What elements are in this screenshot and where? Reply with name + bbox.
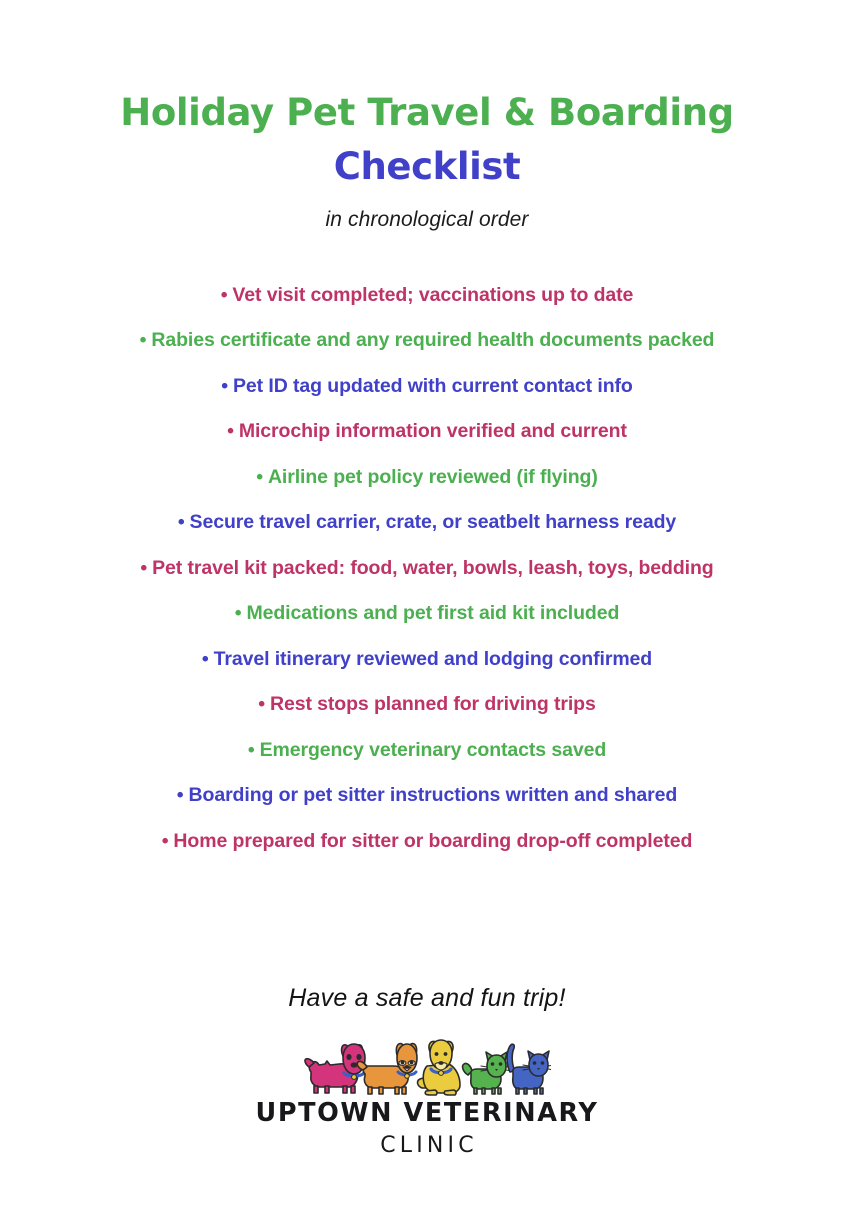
- pink-bulldog-icon: [305, 1044, 365, 1093]
- bullet-icon: •: [177, 511, 185, 534]
- bullet-icon: •: [201, 647, 209, 670]
- bullet-icon: •: [220, 283, 228, 306]
- bullet-icon: •: [221, 374, 229, 397]
- page-header: [0, 0, 854, 234]
- page-title-line-2: Checklist: [333, 145, 521, 188]
- checklist-item-label: Rabies certificate and any required health documents packed: [151, 329, 715, 352]
- checklist-item-label: Boarding or pet sitter instructions written and shared: [188, 784, 678, 807]
- checklist-item[interactable]: [0, 318, 854, 364]
- logo-animals-illustration: [303, 1036, 551, 1098]
- checklist-item[interactable]: [0, 363, 854, 409]
- checklist-item-label: Emergency veterinary contacts saved: [259, 738, 607, 761]
- checklist-item[interactable]: [0, 727, 854, 773]
- checklist-item[interactable]: [0, 773, 854, 819]
- bullet-icon: •: [234, 602, 242, 625]
- checklist-item-label: Rest stops planned for driving trips: [269, 693, 596, 716]
- checklist-item[interactable]: [0, 682, 854, 728]
- green-cat-icon: [463, 1052, 512, 1094]
- page-subtitle: in chronological order: [325, 208, 529, 231]
- clinic-logo: [0, 1036, 854, 1160]
- checklist-item[interactable]: [0, 545, 854, 591]
- checklist-item[interactable]: [0, 636, 854, 682]
- checklist: [0, 272, 854, 864]
- checklist-item[interactable]: [0, 454, 854, 500]
- checklist-item-label: Secure travel carrier, crate, or seatbelt harness ready: [189, 511, 677, 534]
- checklist-item-label: Pet ID tag updated with current contact info: [233, 374, 633, 397]
- checklist-item[interactable]: [0, 591, 854, 637]
- yellow-labrador-icon: [418, 1040, 460, 1095]
- checklist-item-label: Vet visit completed; vaccinations up to date: [232, 283, 634, 306]
- checklist-item-label: Microchip information verified and current: [238, 420, 627, 443]
- checklist-item-label: Airline pet policy reviewed (if flying): [267, 465, 598, 488]
- checklist-item[interactable]: [0, 409, 854, 455]
- bullet-icon: •: [256, 465, 263, 488]
- bullet-icon: •: [258, 693, 265, 716]
- checklist-item-label: Medications and pet first aid kit included: [246, 602, 620, 625]
- orange-corgi-icon: [357, 1043, 417, 1093]
- checklist-item-label: Travel itinerary reviewed and lodging confirmed: [213, 647, 653, 670]
- blue-cat-icon: [507, 1044, 551, 1094]
- bullet-icon: •: [139, 329, 147, 352]
- checklist-item-label: Home prepared for sitter or boarding drop-off completed: [173, 829, 693, 852]
- checklist-item[interactable]: [0, 500, 854, 546]
- clinic-name: UPTOWN VETERINARY: [255, 1097, 599, 1128]
- bullet-icon: •: [140, 556, 148, 579]
- bullet-icon: •: [161, 829, 169, 852]
- checklist-item[interactable]: [0, 818, 854, 864]
- checklist-item-label: Pet travel kit packed: food, water, bowls, leash, toys, bedding: [152, 556, 714, 579]
- page-title-line-1: Holiday Pet Travel & Boarding: [120, 91, 734, 134]
- clinic-name-sub: CLINIC: [380, 1132, 478, 1158]
- closing-note: Have a safe and fun trip!: [288, 983, 566, 1012]
- bullet-icon: •: [247, 738, 255, 761]
- bullet-icon: •: [176, 784, 184, 807]
- checklist-item[interactable]: [0, 272, 854, 318]
- bullet-icon: •: [227, 420, 234, 443]
- page-footer: [0, 982, 854, 1160]
